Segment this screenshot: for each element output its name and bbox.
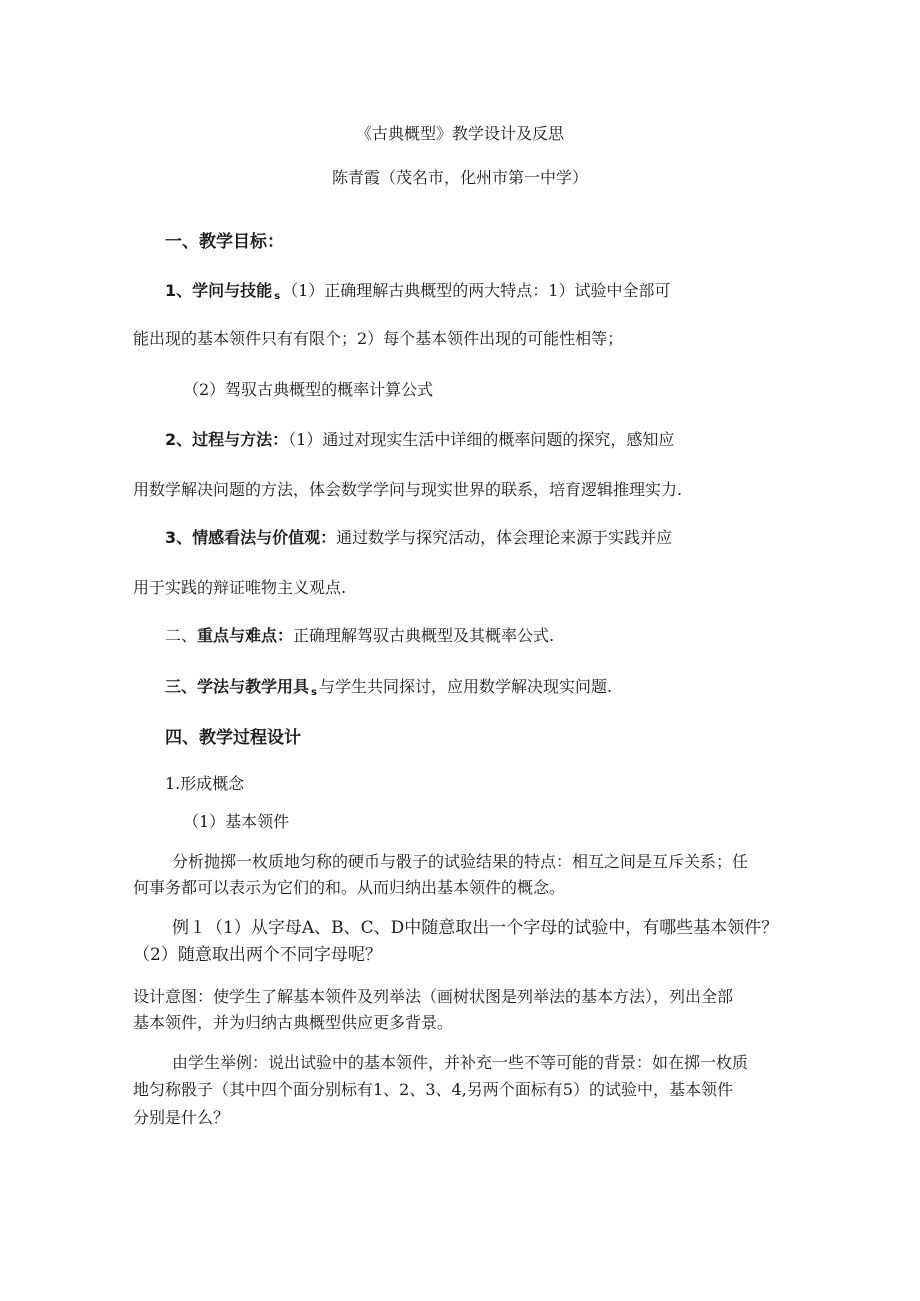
section-3-label: 三、学法与教学用具: [165, 677, 310, 696]
paragraph-1-line-2: 何事务都可以表示为它们的和。从而归纳出基本领件的概念。: [133, 878, 566, 897]
example-1-line-2: （2）随意取出两个不同字母呢？: [133, 945, 382, 965]
goal-3-line-2: 用于实践的辩证唯物主义观点.: [133, 578, 347, 597]
goal-1-mark: s: [274, 291, 281, 302]
goal-1-text: （1）正确理解古典概型的两大特点：1）试验中全部可: [282, 281, 671, 300]
section-3-line: [165, 675, 612, 702]
goal-2-label: 2、过程与方法：: [165, 430, 289, 449]
goal-2-text: （1）通过对现实生活中详细的概率问题的探究，感知应: [288, 430, 675, 449]
paragraph-2-line-3: 分别是什么？: [133, 1108, 230, 1127]
author-line: 陈青霞（茂名市，化州市第一中学）: [331, 168, 588, 187]
section-4-heading: 四、教学过程设计: [165, 728, 301, 748]
section-3-text: 与学生共同探讨，应用数学解决现实问题.: [318, 677, 613, 696]
subsection-1: 1.形成概念: [165, 774, 245, 793]
document-title: 《古典概型》教学设计及反思: [355, 124, 564, 143]
goal-3-text: 通过数学与探究活动，体会理论来源于实践并应: [336, 528, 673, 547]
design-intent-line-2: 基本领件，并为归纳古典概型供应更多背景。: [133, 1013, 454, 1032]
section-2-text: 正确理解驾驭古典概型及其概率公式.: [293, 626, 555, 645]
section-2-line: [165, 624, 554, 648]
goal-3-label: 3、情感看法与价值观：: [165, 528, 337, 547]
example-1-line-1: 例１（1）从字母A、B、C、D中随意取出一个字母的试验中，有哪些基本领件？: [172, 918, 779, 938]
design-intent-line-1: 设计意图：使学生了解基本领件及列举法（画树状图是列举法的基本方法），列出全部: [133, 987, 734, 1006]
goal-2-line-1: [165, 428, 674, 452]
section-1-heading: 一、教学目标：: [165, 232, 284, 252]
paragraph-2-line-2: 地匀称骰子（其中四个面分别标有1、2、3、4,另两个面标有5）的试验中，基本领件: [133, 1080, 733, 1099]
goal-1-line-1: [165, 279, 670, 306]
paragraph-1-line-1: 分析抛掷一枚质地匀称的硬币与骰子的试验结果的特点：相互之间是互斥关系；任: [172, 852, 749, 871]
subsection-1-1: （1）基本领件: [183, 812, 290, 831]
goal-1-line-2: 能出现的基本领件只有有限个；2）每个基本领件出现的可能性相等；: [133, 329, 624, 348]
goal-1-label: 1、学问与技能: [165, 281, 273, 300]
goal-3-line-1: [165, 526, 672, 550]
goal-1-line-3: （2）驾驭古典概型的概率计算公式: [183, 380, 434, 399]
section-2-prefix: 二、: [165, 626, 198, 645]
section-2-label: 重点与难点：: [197, 626, 294, 645]
paragraph-2-line-1: 由学生举例：说出试验中的基本领件，并补充一些不等可能的背景：如在掷一枚质: [172, 1053, 749, 1072]
section-3-mark: s: [311, 687, 317, 698]
goal-2-line-2: 用数学解决问题的方法，体会数学学问与现实世界的联系，培育逻辑推理实力.: [133, 480, 683, 499]
